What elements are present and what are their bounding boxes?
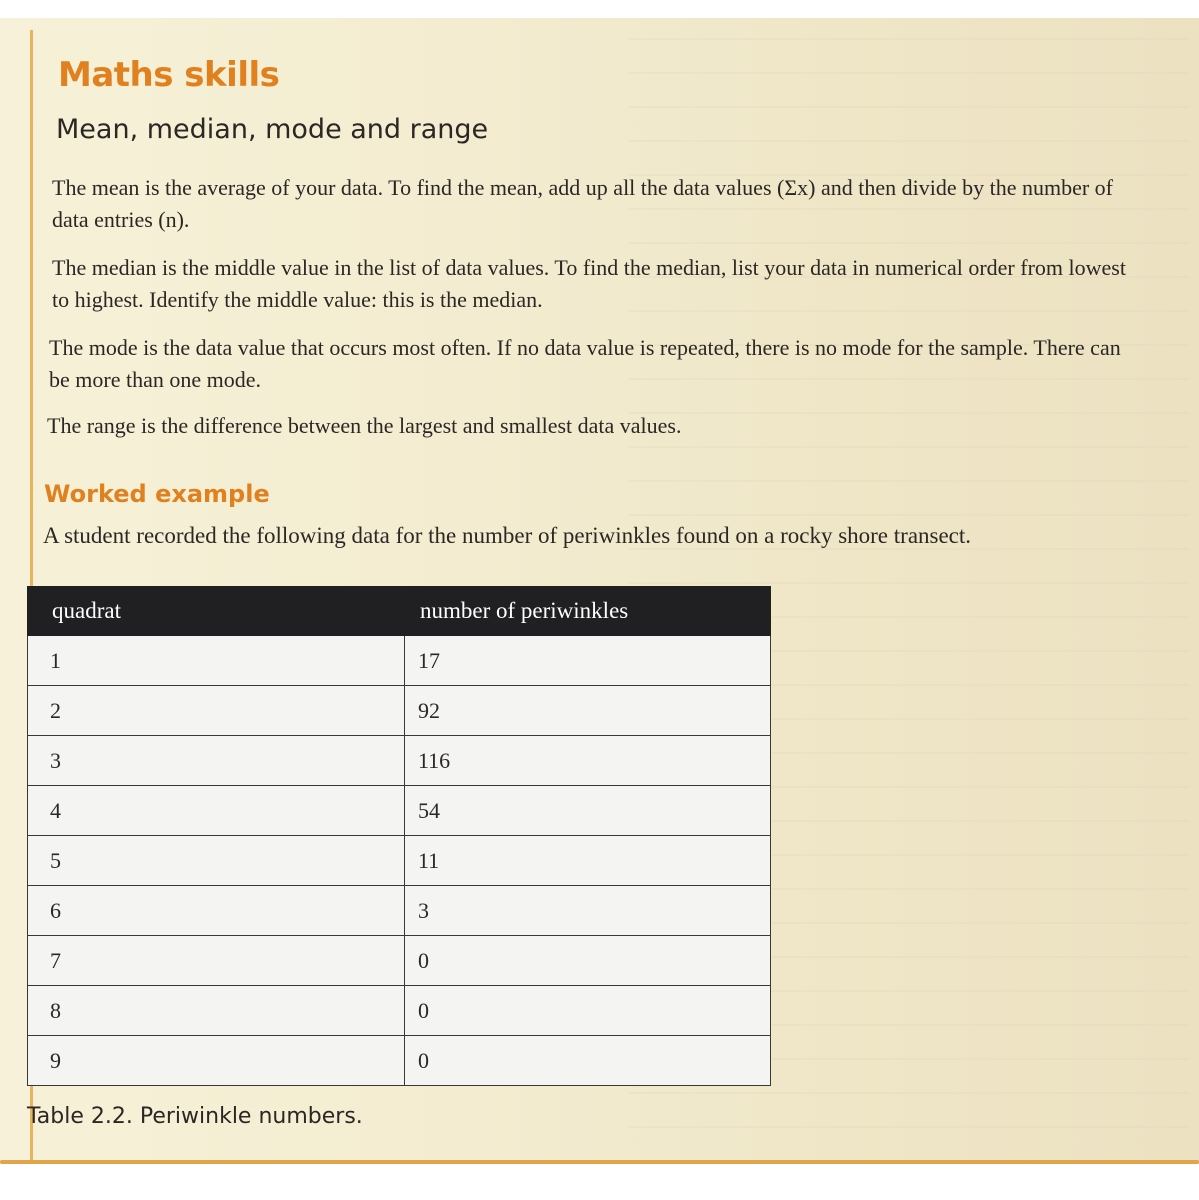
quadrat-cell: 7 [28,936,405,986]
table-row [28,1036,771,1086]
table-row [28,686,771,736]
table-header-row [28,587,771,636]
quadrat-cell: 3 [28,736,405,786]
range-paragraph: The range is the difference between the largest and smallest data values. [47,413,682,438]
table-row [28,936,771,986]
table-caption: Table 2.2. Periwinkle numbers. [27,1104,363,1129]
table-row [28,636,771,686]
table-row [28,986,771,1036]
count-cell: 0 [405,1036,771,1086]
quadrat-cell: 2 [28,686,405,736]
quadrat-cell: 5 [28,836,405,886]
mode-paragraph: The mode is the data value that occurs most often. If no data value is repeated, there is no mode for the sample. There can be more than one mode. [49,335,1121,392]
quadrat-cell: 8 [28,986,405,1036]
mean-paragraph: The mean is the average of your data. To find the mean, add up all the data values (Σx) and then divide by the number of data entries (n). [52,175,1114,232]
worked-example-text: A student recorded the following data for the number of periwinkles found on a rocky shore transect. [43,523,972,548]
count-cell: 11 [405,836,771,886]
count-cell: 17 [405,636,771,686]
count-cell: 116 [405,736,771,786]
section-heading: Maths skills [58,55,280,95]
median-paragraph: The median is the middle value in the list of data values. To find the median, list your data in numerical order from lowest to highest. Identify the middle value: this is the median. [52,255,1126,312]
table-row [28,736,771,786]
count-cell: 54 [405,786,771,836]
count-cell: 92 [405,686,771,736]
periwinkle-table [27,586,771,1086]
count-cell: 0 [405,936,771,986]
count-cell: 3 [405,886,771,936]
section-subheading: Mean, median, mode and range [56,114,489,145]
quadrat-cell: 6 [28,886,405,936]
page-bottom-margin [0,1164,1199,1200]
header-quadrat: quadrat [28,587,405,636]
table-row [28,886,771,936]
quadrat-cell: 4 [28,786,405,836]
worked-example-title: Worked example [44,480,270,508]
quadrat-cell: 9 [28,1036,405,1086]
header-periwinkles: number of periwinkles [405,587,771,636]
quadrat-cell: 1 [28,636,405,686]
table-row [28,836,771,886]
table-row [28,786,771,836]
count-cell: 0 [405,986,771,1036]
